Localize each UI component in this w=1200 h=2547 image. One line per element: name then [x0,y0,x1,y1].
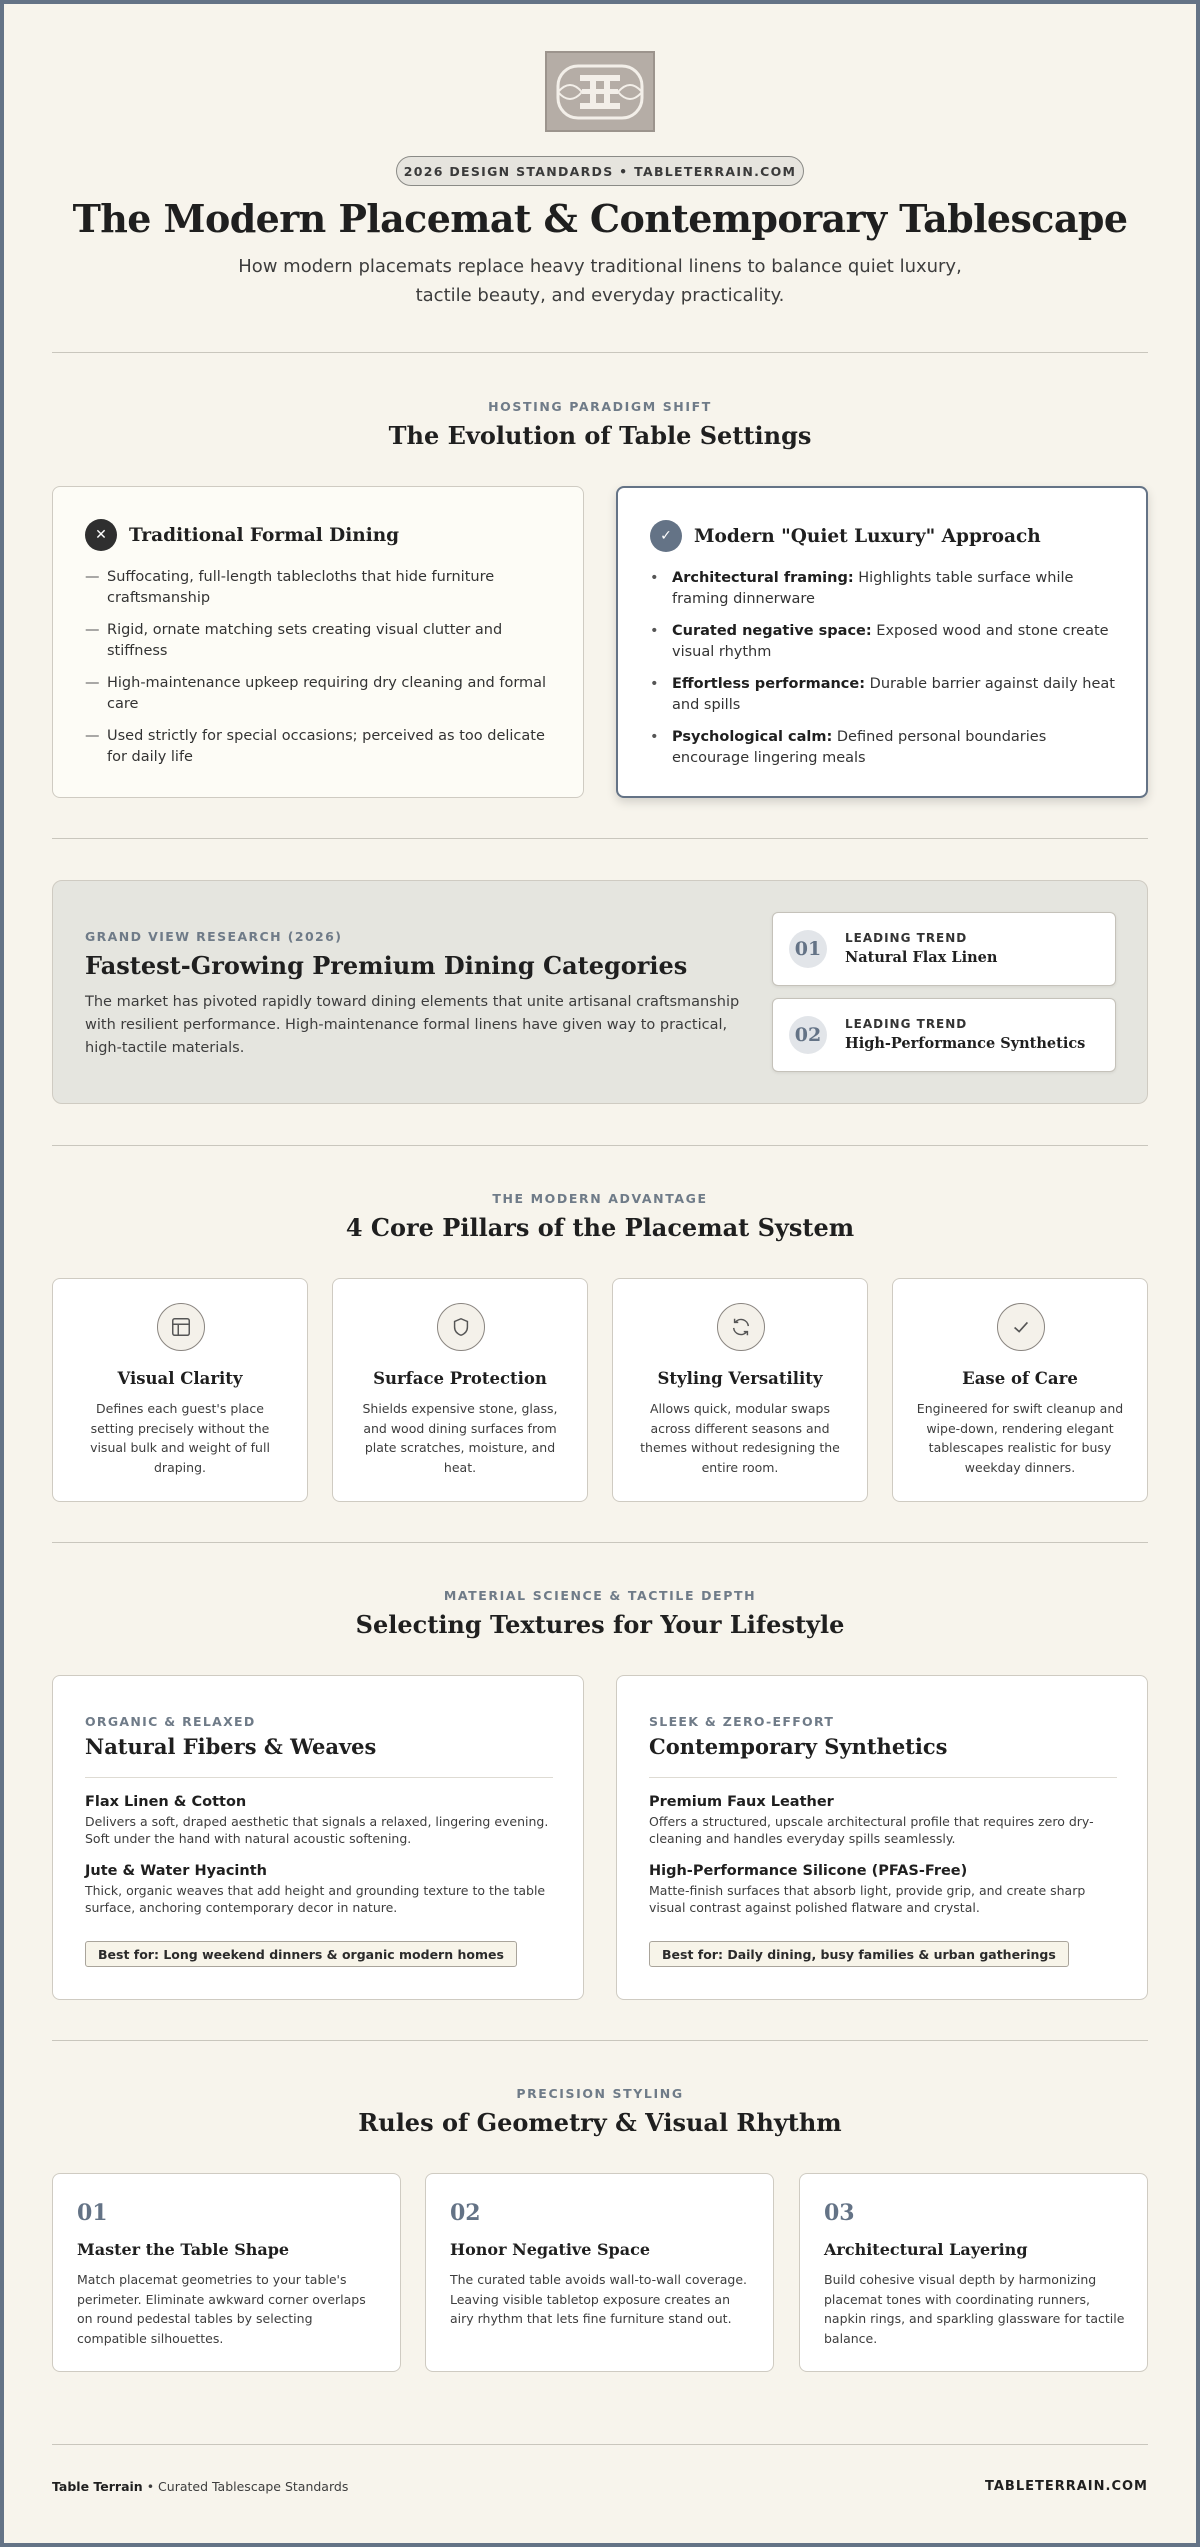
texture-item-title: High-Performance Silicone (PFAS-Free) [649,1863,968,1879]
geometry-card-desc: The curated table avoids wall-to-wall coverage. Leaving visible tabletop exposure creates an airy rhythm that lets fine furniture stand out. [450,2272,747,2326]
modern-list [650,568,1118,780]
geometry-card [425,2173,774,2372]
textures-eyebrow: MATERIAL SCIENCE & TACTILE DEPTH [443,1588,757,1603]
texture-title: Contemporary Synthetics [649,1734,948,1759]
texture-eyebrow: ORGANIC & RELAXED [85,1714,256,1729]
textures-title: Selecting Textures for Your Lifestyle [355,1610,845,1639]
pillar-title: Visual Clarity [117,1369,243,1388]
pillar-desc: Allows quick, modular swaps across different seasons and themes without redesigning the entire room. [640,1401,840,1475]
texture-item [85,1794,553,1847]
footer-brand [52,2479,348,2494]
list-item: — Suffocating, full-length tablecloths that hide furniture craftsmanship [85,569,495,606]
trend-label: LEADING TREND [845,1017,968,1031]
divider [52,2444,1148,2445]
texture-item-desc: Thick, organic weaves that add height and grounding texture to the table surface, anchoring contemporary decor in nature. [85,1883,546,1915]
evolution-title: The Evolution of Table Settings [388,421,812,450]
list-item: — Used strictly for special occasions; perceived as too delicate for daily life [85,728,545,765]
traditional-list [85,567,553,779]
tt-monogram-icon [552,58,648,126]
geometry-card-desc: Match placemat geometries to your table's perimeter. Eliminate awkward corner overlaps on round pedestal tables by selecting compatible silhouettes. [77,2272,366,2346]
texture-item-title: Flax Linen & Cotton [85,1794,247,1810]
list-item: • Curated negative space: Exposed wood and stone create visual rhythm [650,623,1109,660]
research-panel [52,880,1148,1104]
subtitle-line: How modern placemats replace heavy traditional linens to balance quiet luxury, [238,256,962,277]
modern-approach-card [616,486,1148,798]
geometry-card-title: Architectural Layering [824,2240,1028,2259]
footer-tagline: • Curated Tablescape Standards [142,2479,349,2494]
trend-label: LEADING TREND [845,931,968,945]
divider [52,1542,1148,1543]
shield-icon [437,1303,485,1351]
texture-item-title: Premium Faux Leather [649,1794,834,1810]
layout-icon [157,1303,205,1351]
geometry-title: Rules of Geometry & Visual Rhythm [358,2108,842,2137]
geometry-card [799,2173,1148,2372]
traditional-dining-card [52,486,584,798]
pillar-desc: Engineered for swift cleanup and wipe-down, rendering elegant tablescapes realistic for busy weekday dinners. [916,1401,1124,1475]
divider [52,838,1148,839]
research-eyebrow: GRAND VIEW RESEARCH (2026) [85,929,343,944]
pillars-eyebrow: THE MODERN ADVANTAGE [492,1191,708,1206]
page-subtitle [212,252,988,310]
pillar-desc: Defines each guest's place setting precisely without the visual bulk and weight of full draping. [90,1401,270,1475]
divider [52,2040,1148,2041]
pillar-title: Ease of Care [962,1369,1078,1388]
close-icon: ✕ [85,519,117,551]
pillar-card [892,1278,1148,1502]
check-icon [997,1303,1045,1351]
texture-item [85,1863,553,1916]
trend-value: Natural Flax Linen [845,949,998,966]
divider [85,1777,553,1778]
texture-eyebrow: SLEEK & ZERO-EFFORT [649,1714,835,1729]
texture-item-title: Jute & Water Hyacinth [85,1863,267,1879]
list-item: — High-maintenance upkeep requiring dry cleaning and formal care [85,675,547,712]
card-title: Modern "Quiet Luxury" Approach [694,525,1041,547]
list-item: • Architectural framing: Highlights table surface while framing dinnerware [650,570,1074,607]
divider [52,352,1148,353]
geometry-number: 02 [450,2200,481,2226]
geometry-card-title: Honor Negative Space [450,2240,650,2259]
pillar-card [52,1278,308,1502]
page-title: The Modern Placemat & Contemporary Tablescape [72,196,1128,241]
list-item: — Rigid, ornate matching sets creating visual clutter and stiffness [85,622,503,659]
texture-item-desc: Delivers a soft, draped aesthetic that signals a relaxed, lingering evening. Soft under the hand with natural acoustic softening. [85,1814,549,1846]
divider [649,1777,1117,1778]
brand-logo [545,51,655,132]
divider [52,1145,1148,1146]
geometry-card-title: Master the Table Shape [77,2240,290,2259]
geometry-number: 03 [824,2200,855,2226]
texture-card [616,1675,1148,2000]
footer-site-link[interactable]: TABLETERRAIN.COM [984,2479,1148,2494]
list-item: • Psychological calm: Defined personal boundaries encourage lingering meals [650,729,1047,766]
pillar-title: Styling Versatility [657,1369,823,1388]
trend-value: High-Performance Synthetics [845,1035,1086,1052]
pillar-desc: Shields expensive stone, glass, and wood dining surfaces from plate scratches, moisture, and heat. [362,1401,558,1475]
pillar-title: Surface Protection [373,1369,547,1388]
card-title: Traditional Formal Dining [129,524,400,546]
best-for-tag: Best for: Daily dining, busy families & urban gatherings [649,1941,1069,1967]
pillar-card [332,1278,588,1502]
pillar-card [612,1278,868,1502]
pillars-title: 4 Core Pillars of the Placemat System [345,1213,855,1242]
trend-number: 01 [789,930,827,968]
trend-card [772,912,1116,986]
texture-item-desc: Matte-finish surfaces that absorb light, provide grip, and create sharp visual contrast against polished flatware and crystal. [649,1883,1086,1915]
design-standards-pill: 2026 DESIGN STANDARDS • TABLETERRAIN.COM [396,156,804,186]
check-icon: ✓ [650,520,682,552]
geometry-number: 01 [77,2200,108,2226]
texture-item [649,1863,1117,1916]
texture-card [52,1675,584,2000]
footer-brand-name: Table Terrain [52,2479,143,2494]
texture-item [649,1794,1117,1847]
geometry-card [52,2173,401,2372]
evolution-eyebrow: HOSTING PARADIGM SHIFT [488,399,712,414]
refresh-icon [717,1303,765,1351]
texture-title: Natural Fibers & Weaves [85,1734,377,1759]
trend-card [772,998,1116,1072]
trend-number: 02 [789,1016,827,1054]
geometry-card-desc: Build cohesive visual depth by harmonizing placemat tones with coordinating runners, napkin rings, and sparkling glassware for tactile balance. [824,2272,1125,2346]
research-body: The market has pivoted rapidly toward dining elements that unite artisanal craftsmanship with resilient performance. High-maintenance formal linens have given way to practical, high-tactile materials. [85,994,740,1056]
texture-item-desc: Offers a structured, upscale architectural profile that requires zero dry-cleaning and handles everyday spills seamlessly. [649,1814,1094,1846]
research-title: Fastest-Growing Premium Dining Categories [85,951,688,980]
subtitle-line: tactile beauty, and everyday practicality. [415,285,785,306]
best-for-tag: Best for: Long weekend dinners & organic modern homes [85,1941,517,1967]
list-item: • Effortless performance: Durable barrier against daily heat and spills [650,676,1115,713]
geometry-eyebrow: PRECISION STYLING [516,2086,684,2101]
